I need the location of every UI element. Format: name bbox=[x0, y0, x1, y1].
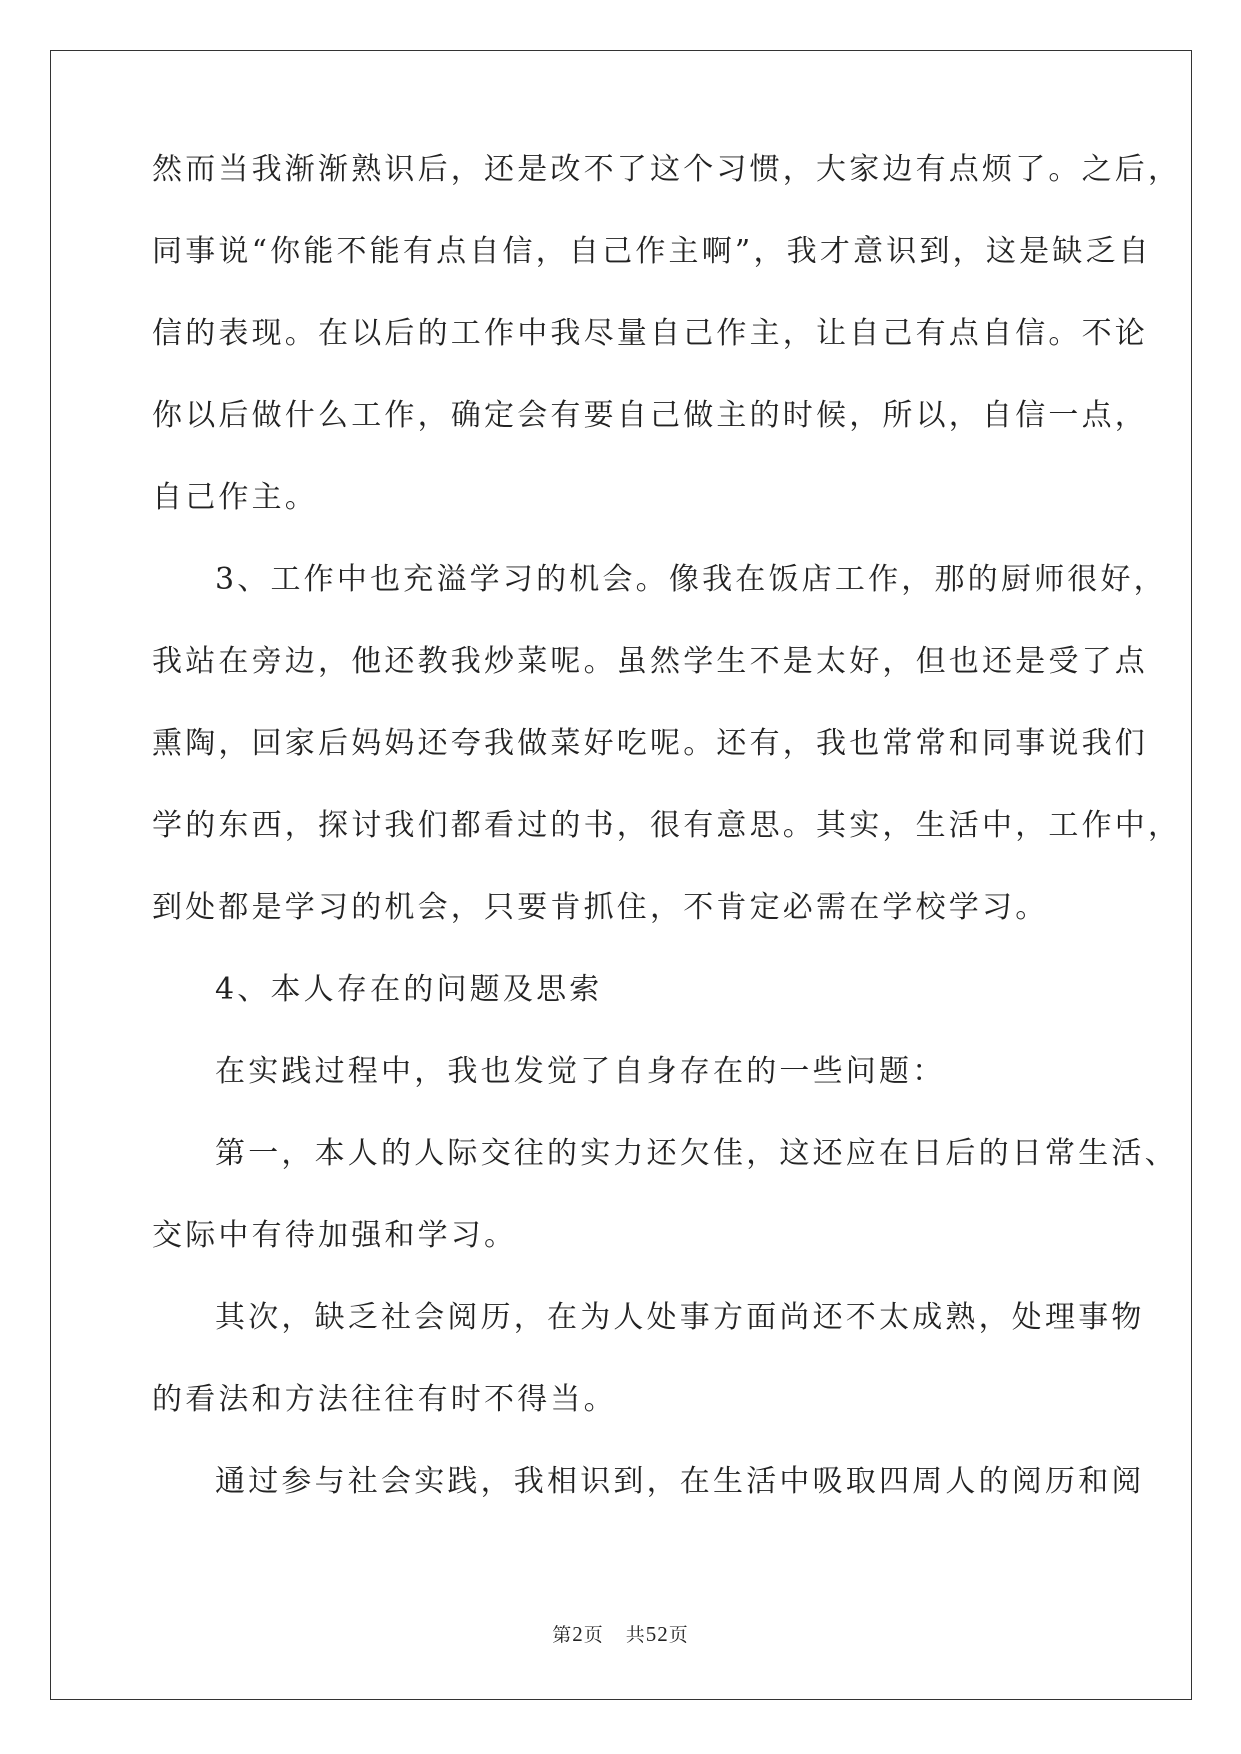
text-line: 熏陶，回家后妈妈还夸我做菜好吃呢。还有，我也常常和同事说我们 bbox=[152, 726, 1148, 761]
paragraph-start: 其次，缺乏社会阅历，在为人处事方面尚还不太成熟，处理事物 bbox=[215, 1300, 1145, 1335]
page-number: 2 bbox=[572, 1622, 584, 1646]
document-body bbox=[152, 150, 1182, 1544]
text-line: 同事说“你能不能有点自信，自己作主啊”，我才意识到，这是缺乏自 bbox=[152, 234, 1152, 269]
text-line: 到处都是学习的机会，只要肯抓住，不肯定必需在学校学习。 bbox=[152, 890, 1049, 925]
paragraph-start: 在实践过程中，我也发觉了自身存在的一些问题： bbox=[215, 1054, 946, 1089]
section-heading: 4、本人存在的问题及思索 bbox=[215, 972, 603, 1007]
page-footer bbox=[0, 1620, 1241, 1647]
text-line: 你以后做什么工作，确定会有要自己做主的时候，所以，自信一点， bbox=[152, 398, 1148, 433]
text-line: 的看法和方法往往有时不得当。 bbox=[152, 1382, 617, 1417]
page-prefix: 第 bbox=[552, 1624, 573, 1646]
paragraph-start: 3、工作中也充溢学习的机会。像我在饭店工作，那的厨师很好， bbox=[215, 562, 1167, 597]
text-line: 我站在旁边，他还教我炒菜呢。虽然学生不是太好，但也还是受了点 bbox=[152, 644, 1148, 679]
paragraph-start: 通过参与社会实践，我相识到，在生活中吸取四周人的阅历和阅 bbox=[215, 1464, 1145, 1499]
text-line: 自己作主。 bbox=[152, 480, 318, 515]
text-line: 交际中有待加强和学习。 bbox=[152, 1218, 518, 1253]
total-pages: 52 bbox=[645, 1622, 669, 1646]
total-suffix: 页 bbox=[668, 1624, 689, 1646]
page-suffix: 页 bbox=[583, 1624, 604, 1646]
paragraph-start: 第一，本人的人际交往的实力还欠佳，这还应在日后的日常生活、 bbox=[215, 1136, 1178, 1171]
text-line: 然而当我渐渐熟识后，还是改不了这个习惯，大家边有点烦了。之后， bbox=[152, 152, 1182, 187]
text-line: 学的东西，探讨我们都看过的书，很有意思。其实，生活中，工作中， bbox=[152, 808, 1182, 843]
total-prefix: 共 bbox=[625, 1624, 646, 1646]
text-line: 信的表现。在以后的工作中我尽量自己作主，让自己有点自信。不论 bbox=[152, 316, 1148, 351]
